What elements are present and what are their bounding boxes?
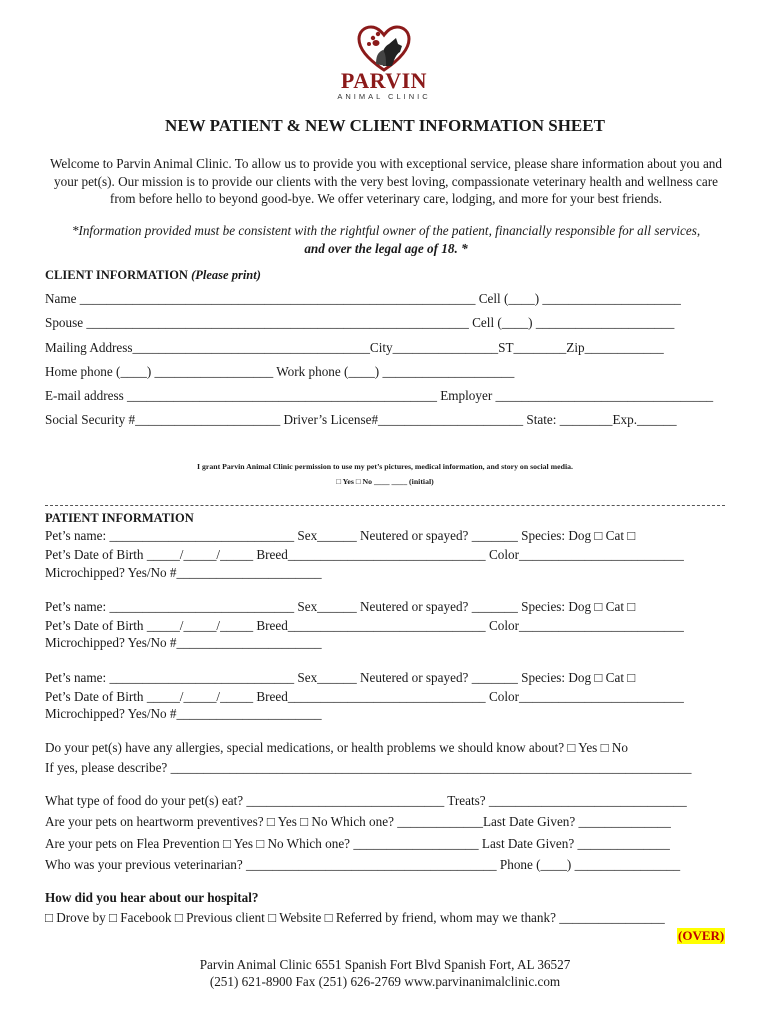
permission-choice[interactable]: □ Yes □ No ____ ____ (initial) (336, 477, 434, 486)
allergies-describe-field[interactable]: If yes, please describe? _______________________________________________________________________________ (45, 760, 692, 775)
flea-field[interactable]: Are your pets on Flea Prevention □ Yes □ No Which one? ___________________ Last Date Given? ______________ (45, 836, 670, 851)
client-spouse-field[interactable]: Spouse __________________________________________________________ Cell (____) _____________________ (45, 315, 675, 330)
client-id-field[interactable]: Social Security #______________________ Driver’s License#______________________ State: ________Exp.______ (45, 412, 677, 427)
pet-2-dob-field[interactable]: Pet’s Date of Birth _____/_____/_____ Breed______________________________ Color_________________________ (45, 618, 684, 633)
pet-3-dob-field[interactable]: Pet’s Date of Birth _____/_____/_____ Breed______________________________ Color_________________________ (45, 689, 684, 704)
footer (0, 956, 770, 990)
pet-3-name-field[interactable]: Pet’s name: ____________________________ Sex______ Neutered or spayed? _______ Species: Dog □ Cat □ (45, 670, 636, 685)
pet-1-chip-field[interactable]: Microchipped? Yes/No #______________________ (45, 565, 322, 580)
page-title: NEW PATIENT & NEW CLIENT INFORMATION SHEET (165, 116, 605, 135)
client-phone-field[interactable]: Home phone (____) __________________ Work phone (____) ____________________ (45, 364, 515, 379)
over-label: (OVER) (678, 928, 725, 943)
food-field[interactable]: What type of food do your pet(s) eat? ______________________________ Treats? ______________________________ (45, 793, 687, 808)
clinic-logo (336, 24, 432, 104)
pet-1-name-field[interactable]: Pet’s name: ____________________________ Sex______ Neutered or spayed? _______ Species: Dog □ Cat □ (45, 528, 636, 543)
client-email-field[interactable]: E-mail address _______________________________________________ Employer _________________________________ (45, 388, 714, 403)
heart-paw-pets-logo-icon (356, 24, 412, 74)
intro-paragraph: Welcome to Parvin Animal Clinic. To allow us to provide you with exceptional service, please share information about you and your pet(s). Our mission is to provide our clients with the very best loving, compassionate veterinary health and wellness care from before hello to beyond good-bye. We offer veterinary care, lodging, and more for your best friends. (49, 156, 722, 206)
client-section-heading (45, 267, 261, 283)
patient-section-heading: PATIENT INFORMATION (45, 511, 194, 525)
client-heading-note: (Please print) (191, 268, 261, 282)
pet-2-chip-field[interactable]: Microchipped? Yes/No #______________________ (45, 635, 322, 650)
owner-note (48, 222, 724, 257)
pet-2-name-field[interactable]: Pet’s name: ____________________________ Sex______ Neutered or spayed? _______ Species: Dog □ Cat □ (45, 599, 636, 614)
owner-note-italic: *Information provided must be consistent with the rightful owner of the patient, financially responsible for all services, (71, 223, 701, 238)
owner-note-bold: and over the legal age of 18. * (304, 240, 468, 256)
footer-address: Parvin Animal Clinic 6551 Spanish Fort Blvd Spanish Fort, AL 36527 (199, 957, 571, 972)
allergies-question[interactable]: Do your pet(s) have any allergies, special medications, or health problems we should know about? □ Yes □ No (45, 740, 628, 755)
section-divider (45, 505, 725, 506)
heartworm-field[interactable]: Are your pets on heartworm preventives? □ Yes □ No Which one? _____________Last Date Given? ______________ (45, 814, 671, 829)
pet-3-chip-field[interactable]: Microchipped? Yes/No #______________________ (45, 706, 322, 721)
previous-vet-field[interactable]: Who was your previous veterinarian? ______________________________________ Phone (____) ________________ (45, 857, 681, 872)
client-heading-text: CLIENT INFORMATION (45, 268, 188, 282)
client-name-field[interactable]: Name ____________________________________________________________ Cell (____) _____________________ (45, 291, 681, 306)
client-mailing-field[interactable]: Mailing Address____________________________________City________________ST________Zip____________ (45, 340, 664, 355)
referral-options[interactable]: □ Drove by □ Facebook □ Previous client □ Website □ Referred by friend, whom may we thank? ________________ (45, 910, 665, 925)
clinic-logo-name: PARVIN (340, 68, 428, 93)
pet-1-dob-field[interactable]: Pet’s Date of Birth _____/_____/_____ Breed______________________________ Color_________________________ (45, 547, 684, 562)
permission-statement: I grant Parvin Animal Clinic permission to use my pet’s pictures, medical information, and story on social media. (197, 462, 573, 471)
referral-heading: How did you hear about our hospital? (45, 890, 259, 905)
footer-contact: (251) 621-8900 Fax (251) 626-2769 www.parvinanimalclinic.com (209, 974, 561, 989)
clinic-logo-subtitle: ANIMAL CLINIC (337, 92, 431, 101)
